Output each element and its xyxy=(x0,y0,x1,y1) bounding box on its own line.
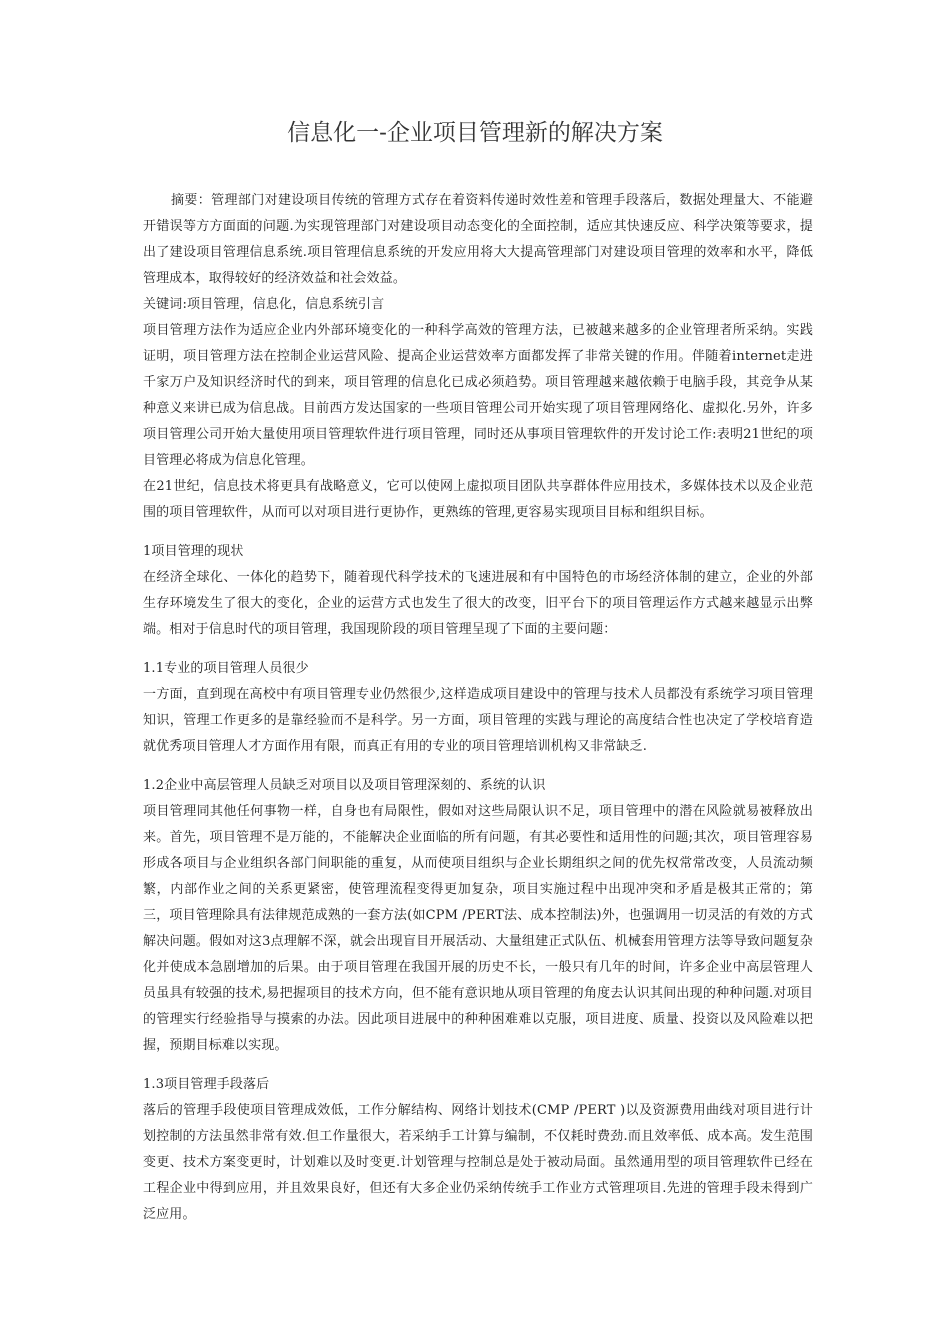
section-heading-1-1: 1.1专业的项目管理人员很少 xyxy=(143,661,309,676)
section-heading-1-3: 1.3项目管理手段落后 xyxy=(143,1077,270,1092)
section-body-1-2: 项目管理同其他任何事物一样，自身也有局限性，假如对这些局限认识不足，项目管理中的潜在风险就易被释放出来。首先，项目管理不是万能的，不能解决企业面临的所有问题，有其必要性和适用性的问题;其次，项目管理容易形成各项目与企业组织各部门间职能的重复，从而使项目组织与企业长期组织之间的优先权常常改变，人员流动频繁，内部作业之间的关系更紧密，使管理流程变得更加复杂，项目实施过程中出现冲突和矛盾是极其正常的；第三，项目管理除具有法律规范成熟的一套方法(如CPM /PERT法、成本控制法)外，也强调用一切灵活的有效的方式解决问题。假如对这3点理解不深，就会出现盲目开展活动、大量组建正式队伍、机械套用管理方法等导致问题复杂化并使成本急剧增加的后果。由于项目管理在我国开展的历史不长，一般只有几年的时间，许多企业中高层管理人员虽具有较强的技术,易把握项目的技术方向，但不能有意识地从项目管理的角度去认识其间出现的种种问题.对项目的管理实行经验指导与摸索的办法。因此项目进展中的种种困难难以克服，项目进度、质量、投资以及风险难以把握，预期目标难以实现。 xyxy=(143,804,813,1053)
section-heading-1: 1项目管理的现状 xyxy=(143,544,244,559)
document-title: 信息化一-企业项目管理新的解决方案 xyxy=(287,120,663,146)
section-body-1-1: 一方面，直到现在高校中有项目管理专业仍然很少,这样造成项目建设中的管理与技术人员都没有系统学习项目管理知识，管理工作更多的是靠经验而不是科学。另一方面，项目管理的实践与理论的高度结合性也决定了学校培育造就优秀项目管理人才方面作用有限，而真正有用的专业的项目管理培训机构又非常缺乏. xyxy=(143,687,813,754)
section-body-1: 在经济全球化、一体化的趋势下，随着现代科学技术的飞速进展和有中国特色的市场经济体制的建立，企业的外部生存环境发生了很大的变化，企业的运营方式也发生了很大的改变，旧平台下的项目管理运作方式越来越显示出弊端。相对于信息时代的项目管理，我国现阶段的项目管理呈现了下面的主要问题： xyxy=(143,570,813,637)
keywords-line: 关键词:项目管理，信息化，信息系统引言 xyxy=(143,297,385,312)
intro-paragraph-2: 在21世纪，信息技术将更具有战略意义，它可以使网上虚拟项目团队共享群体件应用技术，多媒体技术以及企业范围的项目管理软件，从而可以对项目进行更协作，更熟练的管理,更容易实现项目目标和组织目标。 xyxy=(143,479,813,520)
section-body-1-3: 落后的管理手段使项目管理成效低，工作分解结构、网络计划技术(CMP /PERT )以及资源费用曲线对项目进行计划控制的方法虽然非常有效.但工作量很大，若采纳手工计算与编制，不仅耗时费劲.而且效率低、成本高。发生范围变更、技术方案变更时，计划难以及时变更.计划管理与控制总是处于被动局面。虽然通用型的项目管理软件已经在工程企业中得到应用，并且效果良好，但还有大多企业仍采纳传统手工作业方式管理项目.先进的管理手段未得到广泛应用。 xyxy=(143,1103,813,1222)
section-heading-1-2: 1.2企业中高层管理人员缺乏对项目以及项目管理深刻的、系统的认识 xyxy=(143,778,546,793)
intro-paragraph-1: 项目管理方法作为适应企业内外部环境变化的一种科学高效的管理方法，已被越来越多的企业管理者所采纳。实践证明，项目管理方法在控制企业运营风险、提高企业运营效率方面都发挥了非常关键的作用。伴随着internet走进千家万户及知识经济时代的到来，项目管理的信息化已成必须趋势。项目管理越来越依赖于电脑手段，其竞争从某种意义来讲已成为信息战。目前西方发达国家的一些项目管理公司开始实现了项目管理网络化、虚拟化.另外，许多项目管理公司开始大量使用项目管理软件进行项目管理，同时还从事项目管理软件的开发讨论工作:表明21世纪的项目管理必将成为信息化管理。 xyxy=(143,323,813,468)
abstract-paragraph: 摘要：管理部门对建设项目传统的管理方式存在着资料传递时效性差和管理手段落后，数据处理量大、不能避开错误等方方面面的问题.为实现管理部门对建设项目动态变化的全面控制，适应其快速反应、科学决策等要求，提出了建设项目管理信息系统.项目管理信息系统的开发应用将大大提高管理部门对建设项目管理的效率和水平，降低管理成本，取得较好的经济效益和社会效益。 xyxy=(143,193,813,286)
document-body xyxy=(143,188,813,1228)
